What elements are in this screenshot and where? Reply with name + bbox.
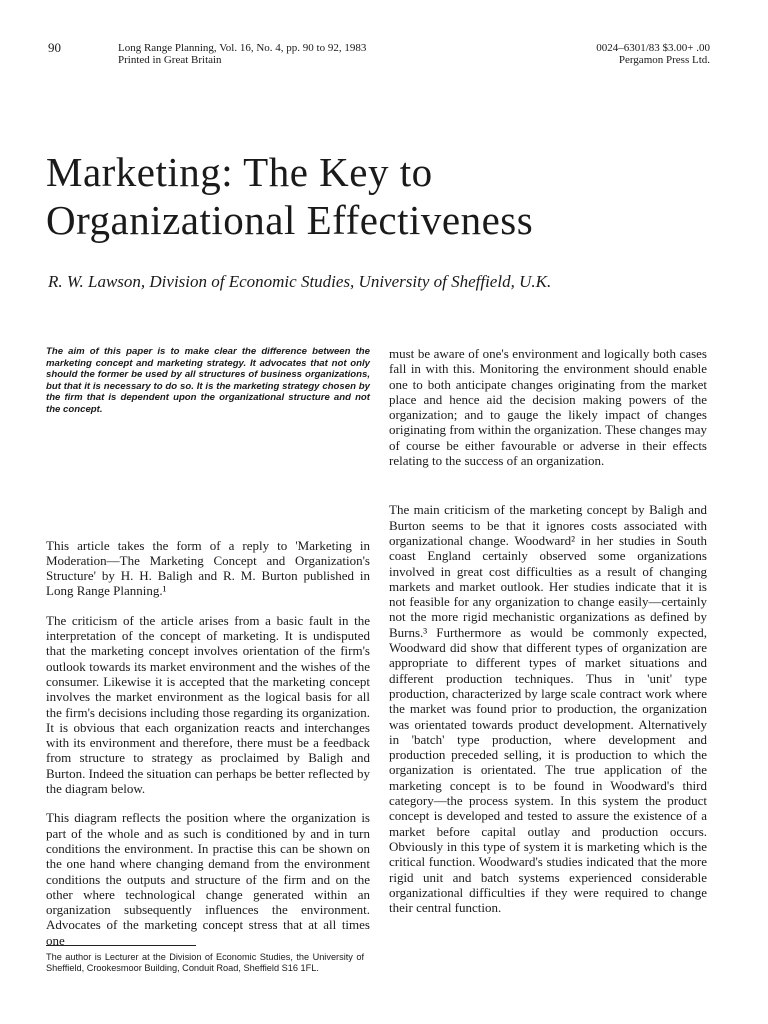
body-paragraph: The main criticism of the marketing concept by Baligh and Burton seems to be that it ignores costs associated with organizational change. Woodward² in her studies in South coast England certainly observed some organizations involved in great cost difficulties as a result of changing markets and market outlook. Her studies indicate that it is not feasible for any organization to change easily—certainly not the more rigid mechanistic organizations as defined by Burns.³ Furthermore as would be commonly expected, Woodward did show that different types of organization are appropriate to different types of market situations and different production techniques. Thus in 'unit' type production, characterized by large scale contract work where the market was found prior to production, the organization was orientated towards product development. Alternatively in 'batch' type production, where development and production preceded selling, it is production to which the organization is orientated. The true application of the marketing concept is to be found in Woodward's third category—the process system. In this system the product concept is developed and tested to assure the existence of a market before capital outlay and production occurs. Obviously in this type of system it is marketing which is the critical function. Woodward's studies indicated that the more rigid unit and batch systems experienced considerable organizational difficulties if they were required to change their central function. — [389, 502, 707, 916]
page-number: 90 — [48, 40, 61, 55]
article-title-line-2: Organizational Effectiveness — [46, 197, 534, 243]
article-title — [46, 148, 726, 244]
printed-in-line: Printed in Great Britain — [118, 54, 222, 66]
article-title-line-1: Marketing: The Key to — [46, 149, 433, 195]
body-paragraph: The criticism of the article arises from a basic fault in the interpretation of the concept of marketing. It is undisputed that the marketing concept involves orientation of the firm's outlook towards its market environment and the wishes of the consumer. Likewise it is accepted that the marketing concept involves the market environment as the logical basis for all the firm's decisions including those regarding its organization. It is obvious that each organization reacts and interchanges with its environment and therefore, there must be a feedback from structure to strategy as proclaimed by Baligh and Burton. Indeed the situation can perhaps be better reflected by the diagram below. — [46, 612, 370, 797]
publisher-line: Pergamon Press Ltd. — [618, 54, 710, 66]
journal-citation — [118, 42, 366, 66]
footnote-divider — [46, 945, 196, 946]
author-footnote: The author is Lecturer at the Division of Economic Studies, the University of Sheffield, Crookesmoor Building, Conduit Road, Sheffield S16 1FL. — [46, 952, 364, 973]
right-column — [389, 346, 707, 929]
author-byline: R. W. Lawson, Division of Economic Studies, University of Sheffield, U.K. — [48, 272, 552, 291]
publisher-info — [596, 42, 710, 66]
body-paragraph: This diagram reflects the position where the organization is part of the whole and as such is conditioned by and in turn conditions the environment. In practise this can be shown on the one hand where changing demand from the environment conditions the outputs and structure of the firm and on the other where technological change generated within an organization subsequently influences the environment. Advocates of the marketing concept stress that at all times one — [46, 810, 370, 948]
body-paragraph: This article takes the form of a reply to 'Marketing in Moderation—The Marketing Concept and Organization's Structure' by H. H. Baligh and R. M. Burton published in Long Range Planning.¹ — [46, 537, 370, 599]
body-paragraph: must be aware of one's environment and logically both cases fall in with this. Monitoring the environment should enable one to both anticipate changes originating from the market place and hence aid the decision making powers of the organization; and to gauge the likely impact of changes originating from within the organization. These changes may of course be either favourable or adverse in their effects relating to the success of an organization. — [389, 346, 707, 469]
left-column — [46, 346, 370, 962]
issn-price-line: 0024–6301/83 $3.00+ .00 — [596, 42, 710, 54]
abstract: The aim of this paper is to make clear the difference between the marketing concept and marketing strategy. It advocates that not only should the former be used by all structures of business organizations, but that it is necessary to do so. It is the marketing strategy chosen by the firm that is dependent upon the organizational structure and not the concept. — [46, 346, 370, 415]
journal-citation-line: Long Range Planning, Vol. 16, No. 4, pp. 90 to 92, 1983 — [118, 42, 367, 54]
